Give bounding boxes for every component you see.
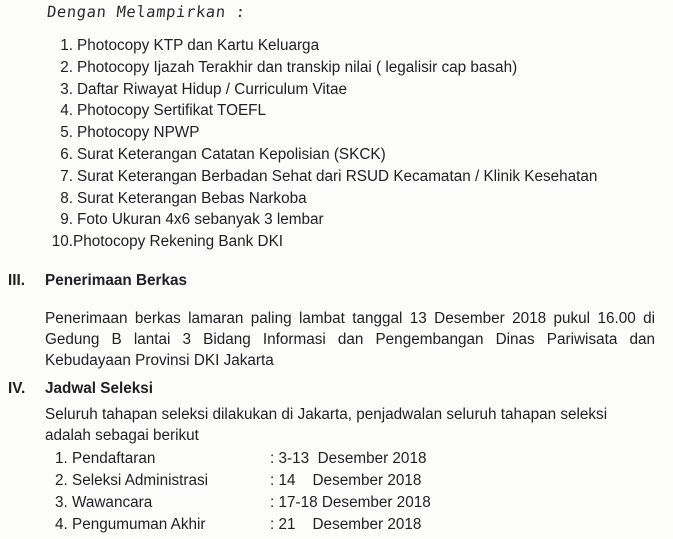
table-row bbox=[55, 448, 505, 470]
schedule-label: 4. Pengumuman Akhir bbox=[55, 516, 206, 533]
schedule-label: 2. Seleksi Administrasi bbox=[55, 472, 209, 489]
section-number: IV. bbox=[8, 380, 26, 397]
list-item: 7. Surat Keterangan Berbadan Sehat dari RSUD Kecamatan / Klinik Kesehatan bbox=[60, 167, 598, 185]
list-item: 2. Photocopy Ijazah Terakhir dan transkip nilai ( legalisir cap basah) bbox=[60, 58, 518, 76]
schedule-date: : 17-18 Desember 2018 bbox=[270, 494, 431, 511]
schedule-label: 3. Wawancara bbox=[55, 494, 153, 511]
attachments-list bbox=[47, 35, 667, 253]
schedule-table bbox=[55, 448, 505, 536]
list-item: 4. Photocopy Sertifikat TOEFL bbox=[60, 102, 267, 120]
schedule-label: 1. Pendaftaran bbox=[55, 450, 156, 467]
attachments-heading: Dengan Melampirkan : bbox=[46, 3, 247, 21]
section-heading-penerimaan-berkas bbox=[8, 272, 187, 290]
schedule-date: : 21 Desember 2018 bbox=[270, 516, 422, 533]
list-item: 8. Surat Keterangan Bebas Narkoba bbox=[60, 189, 307, 207]
section-number: III. bbox=[8, 272, 25, 289]
schedule-date: : 14 Desember 2018 bbox=[270, 472, 422, 489]
list-item: 9. Foto Ukuran 4x6 sebanyak 3 lembar bbox=[60, 211, 324, 229]
list-item: 1. Photocopy KTP dan Kartu Keluarga bbox=[60, 37, 320, 54]
list-item: 3. Daftar Riwayat Hidup / Curriculum Vitae bbox=[60, 80, 348, 98]
section-title: Jadwal Seleksi bbox=[45, 380, 153, 397]
list-item: 10.Photocopy Rekening Bank DKI bbox=[51, 233, 284, 251]
schedule-date: : 3-13 Desember 2018 bbox=[270, 450, 427, 467]
table-row bbox=[55, 514, 505, 536]
list-item: 5. Photocopy NPWP bbox=[60, 124, 200, 142]
section-title: Penerimaan Berkas bbox=[45, 272, 188, 289]
section-heading-jadwal-seleksi bbox=[8, 380, 153, 398]
section-intro-jadwal-seleksi: Seluruh tahapan seleksi dilakukan di Jakarta, penjadwalan seluruh tahapan seleksi adalah sebagai berikut bbox=[45, 406, 608, 444]
section-body-penerimaan-berkas: Penerimaan berkas lamaran paling lambat tanggal 13 Desember 2018 pukul 16.00 di Gedung B lantai 3 Bidang Informasi dan Pengembangan Dinas Pariwisata dan Kebudayaan Provinsi DKI Jakarta bbox=[45, 310, 655, 369]
table-row bbox=[55, 492, 505, 514]
table-row bbox=[55, 470, 505, 492]
list-item: 6. Surat Keterangan Catatan Kepolisian (SKCK) bbox=[60, 145, 386, 163]
